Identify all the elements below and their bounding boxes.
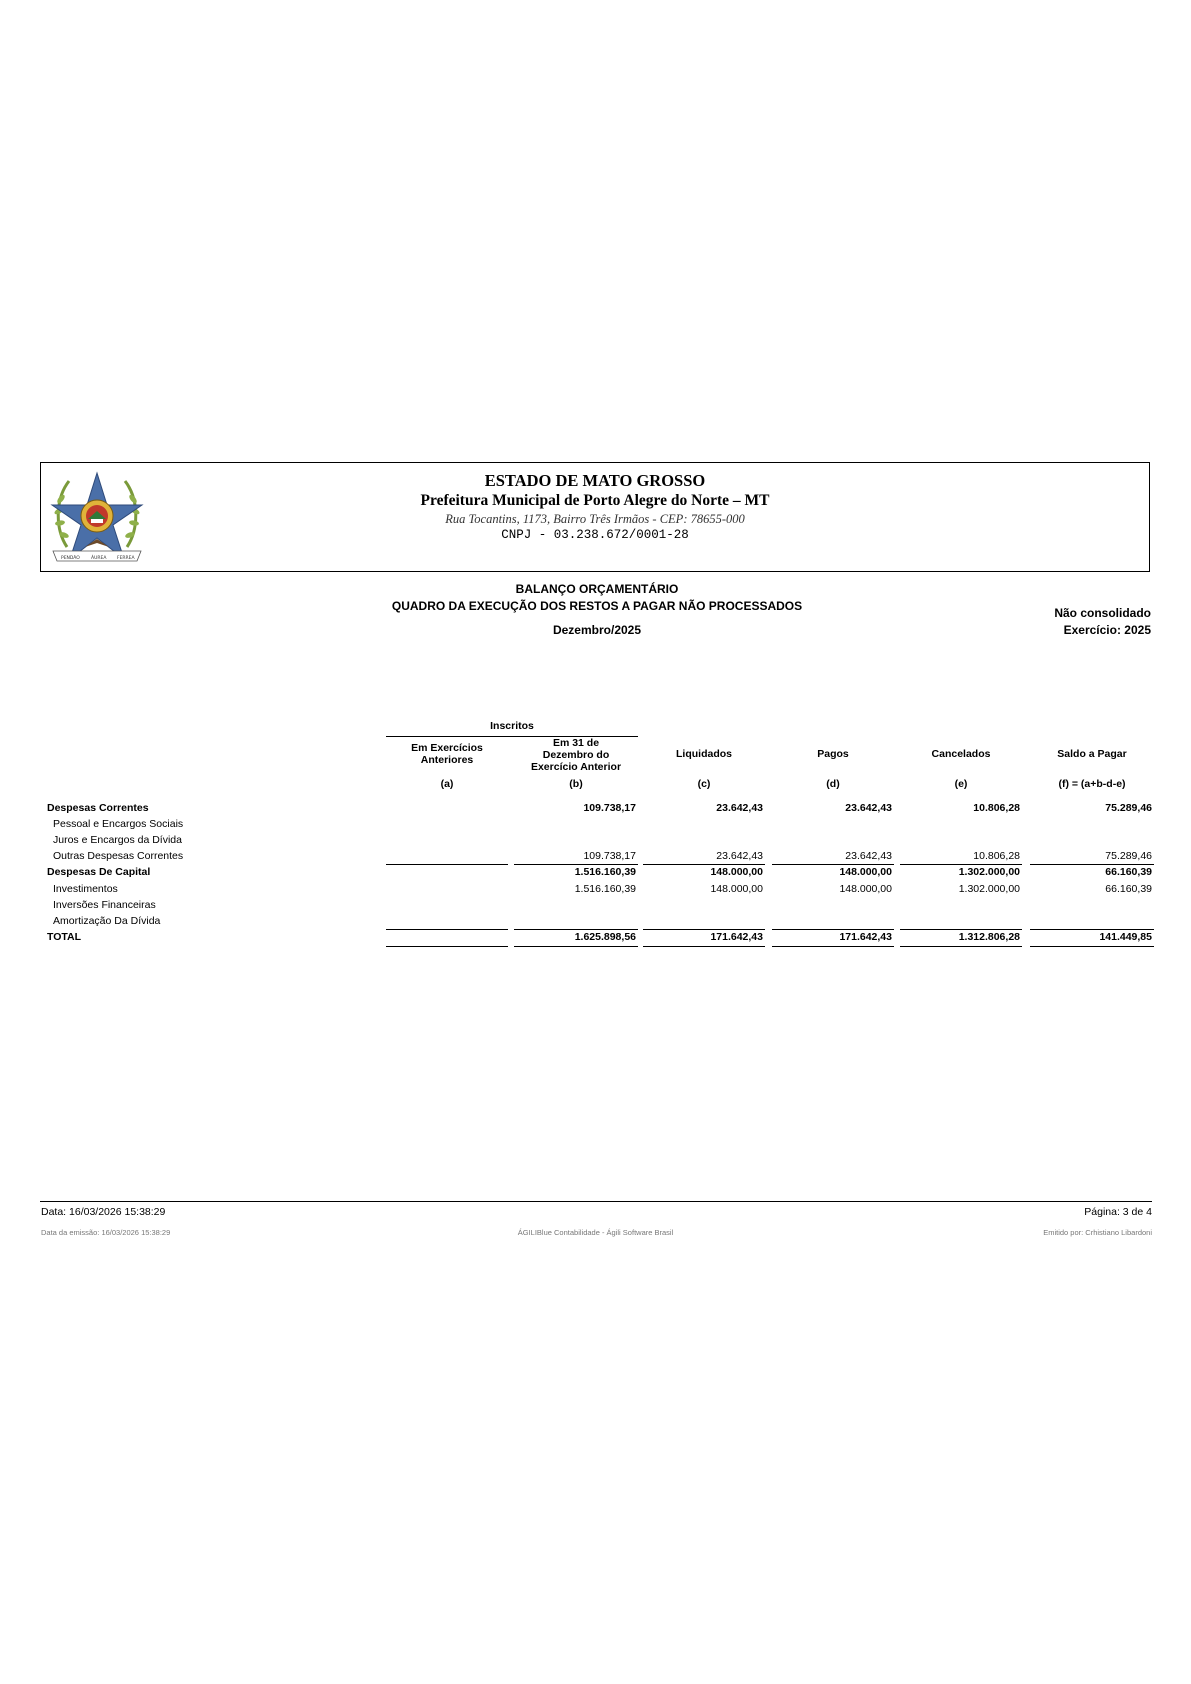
footer-rule [40,1201,1152,1202]
letterhead-text [41,471,1149,543]
group-header-inscritos: Inscritos [490,720,534,732]
row-value-col-3: 171.642,43 [710,931,763,943]
state-name: ESTADO DE MATO GROSSO [484,471,706,490]
subtotal-rule [772,864,894,865]
row-value-col-3: 148.000,00 [710,866,763,878]
row-value-col-2: 1.625.898,56 [574,931,636,943]
row-value-col-2: 1.516.160,39 [574,883,636,895]
column-code-1: (a) [440,778,454,790]
row-value-col-5: 10.806,28 [973,802,1020,814]
column-header-5: Cancelados [931,748,991,760]
column-header-1: Em Exercícios Anteriores [411,742,483,766]
row-value-col-3: 23.642,43 [716,850,763,862]
row-value-col-4: 171.642,43 [839,931,892,943]
table-row [0,931,1191,947]
total-underline [514,946,638,947]
column-code-4: (d) [826,778,840,790]
column-code-6: (f) = (a+b-d-e) [1058,778,1126,790]
subtotal-rule [514,929,638,930]
subtotal-rule [1030,864,1154,865]
row-value-col-6: 141.449,85 [1099,931,1152,943]
footer-software: ÁGILIBlue Contabilidade - Ágili Software Brasil [517,1228,674,1237]
column-code-3: (c) [697,778,711,790]
row-value-col-6: 75.289,46 [1105,802,1152,814]
row-value-col-4: 23.642,43 [845,850,892,862]
footer-emission-date: Data da emissão: 16/03/2026 15:38:29 [41,1228,171,1237]
column-code-2: (b) [569,778,583,790]
table-row [0,818,1191,834]
table-row [0,834,1191,850]
table-row [0,866,1191,882]
total-underline [900,946,1022,947]
row-label: Investimentos [53,883,118,895]
row-value-col-2: 109.738,17 [583,850,636,862]
row-label: Amortização Da Dívida [53,915,161,927]
emblem-motto-1: PENDÃO [61,556,80,561]
row-label: Outras Despesas Correntes [53,850,184,862]
total-underline [643,946,765,947]
row-value-col-5: 1.312.806,28 [958,931,1020,943]
row-value-col-3: 23.642,43 [716,802,763,814]
column-header-2: Em 31 de Dezembro do Exercício Anterior [530,737,622,773]
subtotal-rule [1030,929,1154,930]
footer-page-number: Página: 3 de 4 [1084,1206,1152,1218]
table-row [0,899,1191,915]
row-value-col-5: 1.302.000,00 [958,866,1020,878]
row-value-col-3: 148.000,00 [710,883,763,895]
row-value-col-5: 10.806,28 [973,850,1020,862]
row-value-col-6: 66.160,39 [1105,866,1152,878]
subtotal-rule [386,864,508,865]
consolidation-status: Não consolidado [1054,606,1151,620]
exercise-year: Exercício: 2025 [1063,623,1151,637]
emblem-motto-3: FERREA [117,556,135,561]
row-value-col-6: 75.289,46 [1105,850,1152,862]
row-value-col-6: 66.160,39 [1105,883,1152,895]
row-label: TOTAL [47,931,82,943]
total-underline [1030,946,1154,947]
row-value-col-5: 1.302.000,00 [958,883,1020,895]
subtotal-rule [386,929,508,930]
row-value-col-2: 109.738,17 [583,802,636,814]
letterhead [40,462,1150,572]
subtotal-rule [900,929,1022,930]
row-value-col-2: 1.516.160,39 [574,866,636,878]
total-underline [772,946,894,947]
subtotal-rule [643,929,765,930]
prefeitura-cnpj: CNPJ - 03.238.672/0001-28 [501,528,689,542]
footer-issued-by: Emitido por: Crhistiano Libardoni [1043,1228,1152,1237]
report-period: Dezembro/2025 [552,623,642,637]
column-header-3: Liquidados [676,748,732,760]
row-label: Despesas Correntes [47,802,149,814]
table-row [0,883,1191,899]
report-title: BALANÇO ORÇAMENTÁRIO [515,582,679,596]
prefeitura-name: Prefeitura Municipal de Porto Alegre do Norte – MT [420,492,770,509]
column-header-6: Saldo a Pagar [1057,748,1127,760]
footer-date: Data: 16/03/2026 15:38:29 [41,1206,166,1218]
table-row [0,802,1191,818]
subtotal-rule [772,929,894,930]
column-header-4: Pagos [817,748,849,760]
row-value-col-4: 23.642,43 [845,802,892,814]
subtotal-rule [643,864,765,865]
row-value-col-4: 148.000,00 [839,866,892,878]
prefeitura-address: Rua Tocantins, 1173, Bairro Três Irmãos - CEP: 78655-000 [445,512,745,526]
column-code-5: (e) [954,778,968,790]
subtotal-rule [900,864,1022,865]
row-label: Pessoal e Encargos Sociais [53,818,184,830]
total-underline [386,946,508,947]
row-value-col-4: 148.000,00 [839,883,892,895]
report-subtitle: QUADRO DA EXECUÇÃO DOS RESTOS A PAGAR NÃO PROCESSADOS [391,599,803,613]
row-label: Inversões Financeiras [53,899,156,911]
emblem-motto-2: ÁUREA [91,556,107,561]
row-label: Juros e Encargos da Dívida [53,834,182,846]
row-label: Despesas De Capital [47,866,151,878]
subtotal-rule [514,864,638,865]
